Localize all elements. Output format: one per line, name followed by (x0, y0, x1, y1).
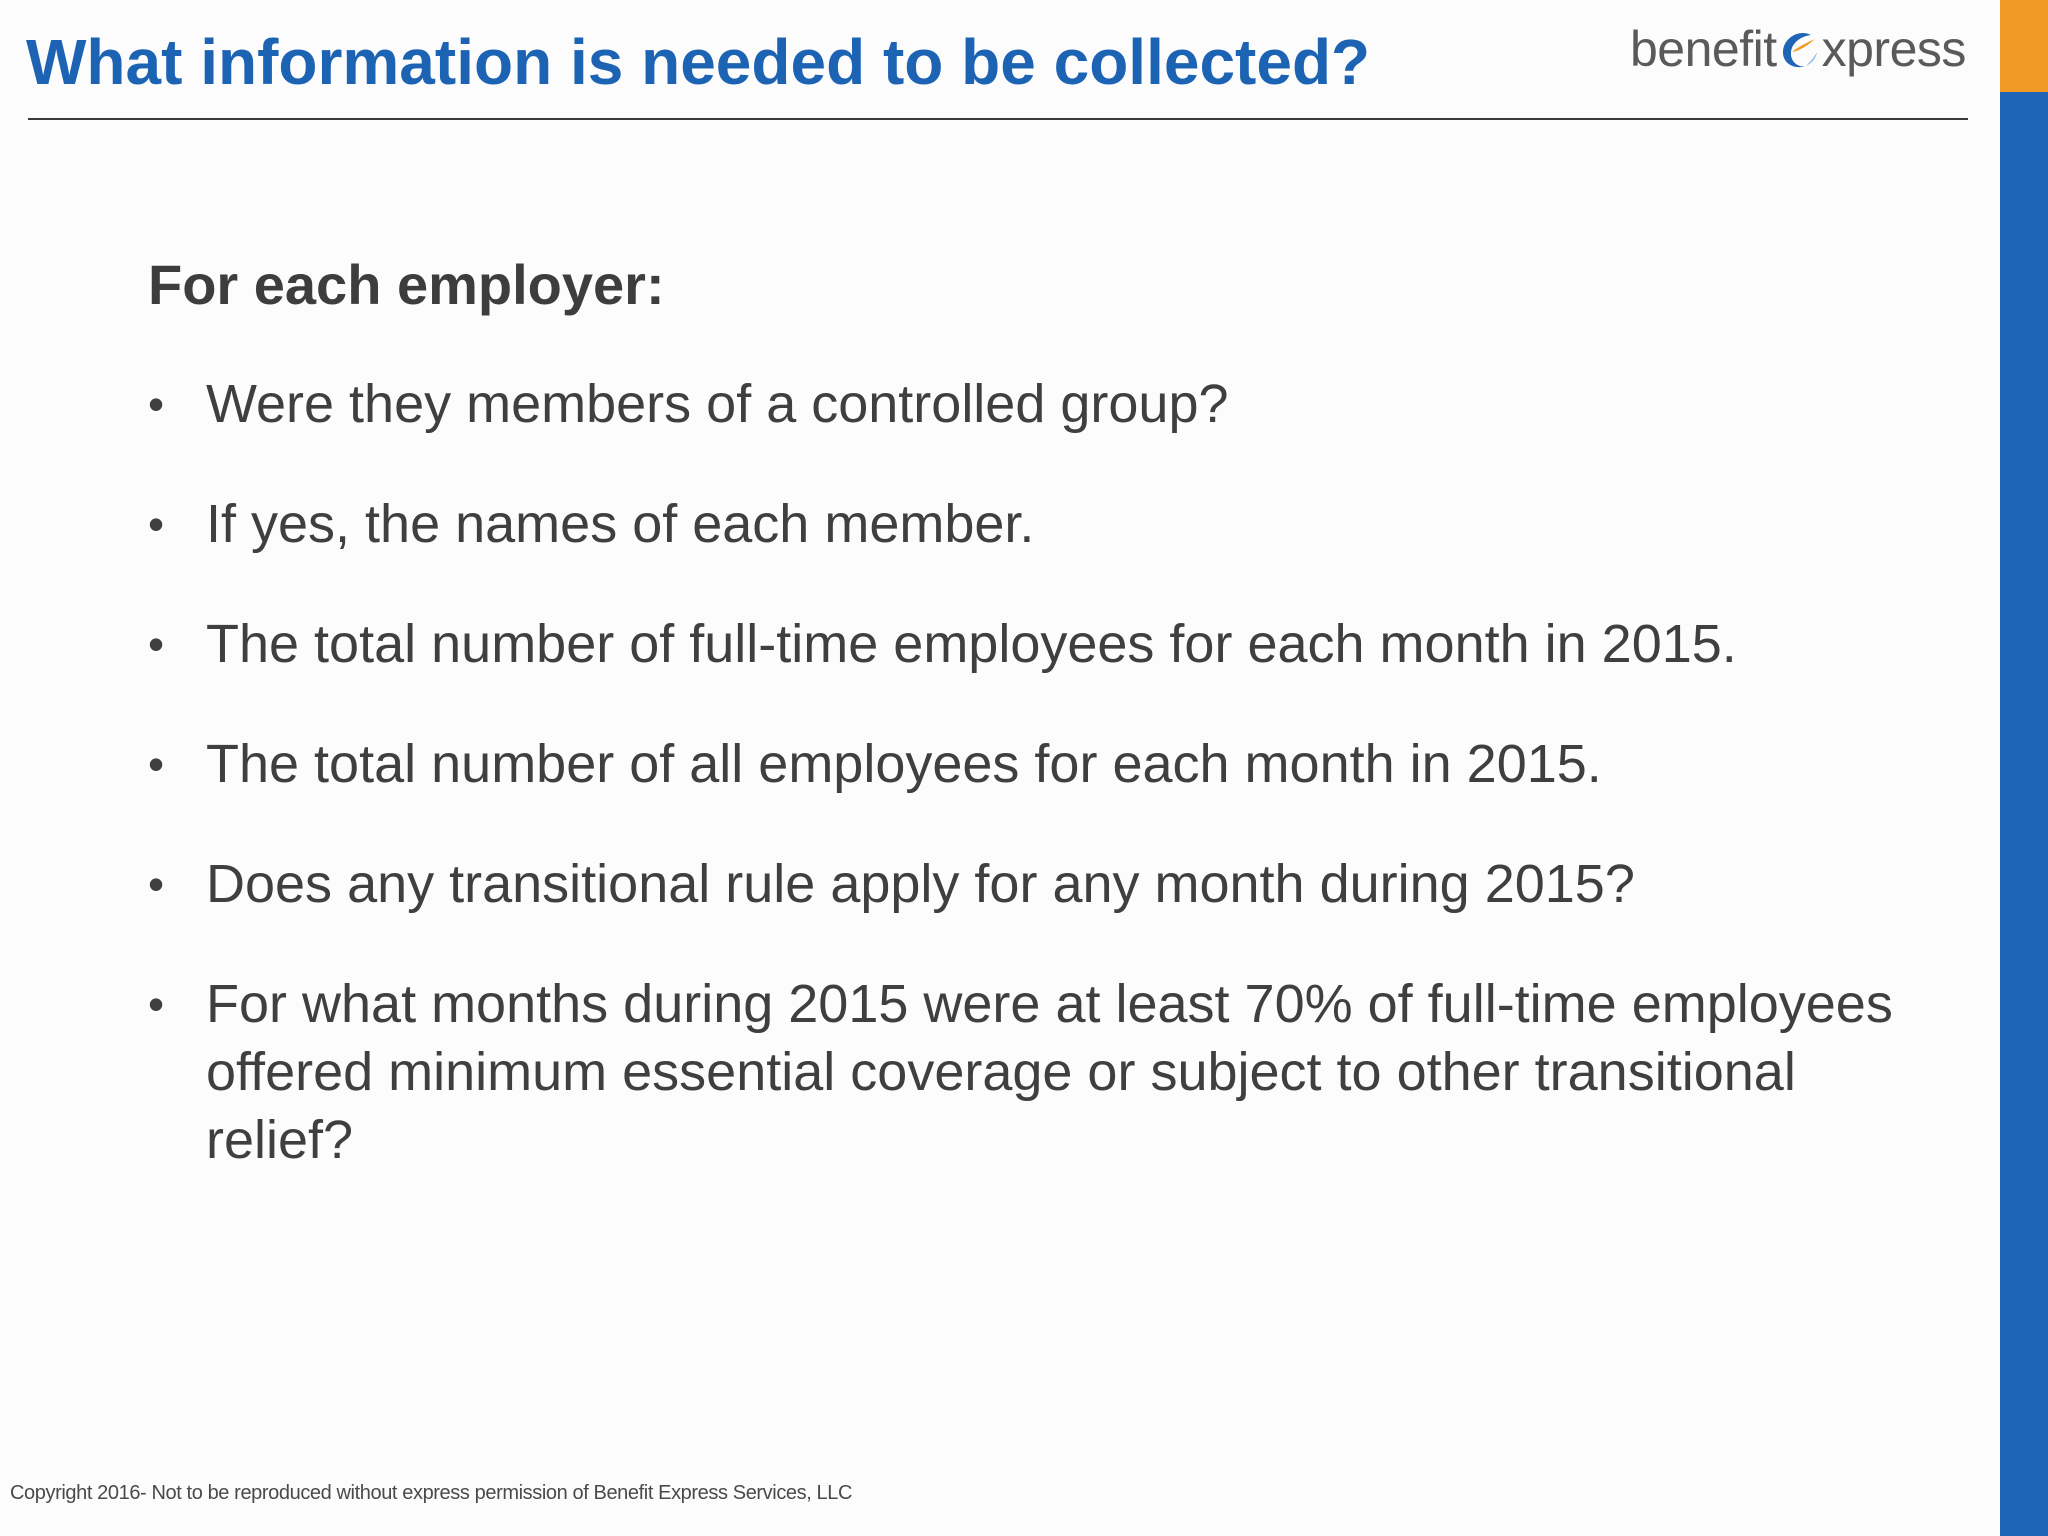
bullet-item (148, 610, 1908, 678)
side-accent-orange-block (2000, 0, 2048, 92)
logo-text-xpress: xpress (1821, 21, 1966, 77)
bullet-text: For what months during 2015 were at least 70% of full-time employees offered minimum essential coverage or subject to other transitional relief? (206, 974, 1893, 1170)
bullet-dot: • (148, 498, 165, 550)
bullet-item (148, 850, 1908, 918)
bullet-item (148, 730, 1908, 798)
bullet-item (148, 490, 1908, 558)
copyright-footer: Copyright 2016- Not to be reproduced without express permission of Benefit Express Services, LLC (10, 1482, 853, 1504)
bullet-text: Does any transitional rule apply for any month during 2015? (206, 854, 1635, 914)
bullet-dot: • (148, 738, 165, 790)
bullet-text: If yes, the names of each member. (206, 494, 1035, 554)
e-swoosh-icon (1778, 25, 1820, 73)
bullet-dot: • (148, 858, 165, 910)
bullet-item (148, 970, 1908, 1174)
side-accent-bar (2000, 0, 2048, 1536)
bullet-dot: • (148, 978, 165, 1030)
title-divider (28, 118, 1968, 120)
benefit-express-logo (1630, 14, 1966, 84)
bullet-text: The total number of full-time employees for each month in 2015. (206, 614, 1737, 674)
slide-title: What information is needed to be collected? (26, 26, 1371, 98)
subheading: For each employer: (148, 253, 665, 316)
bullet-item (148, 370, 1908, 438)
bullet-dot: • (148, 378, 165, 430)
bullet-text: The total number of all employees for each month in 2015. (206, 734, 1602, 794)
bullet-text: Were they members of a controlled group? (206, 374, 1229, 434)
logo-text-benefit: benefit (1630, 21, 1777, 77)
bullet-dot: • (148, 618, 165, 670)
bullet-list (148, 370, 1908, 1226)
